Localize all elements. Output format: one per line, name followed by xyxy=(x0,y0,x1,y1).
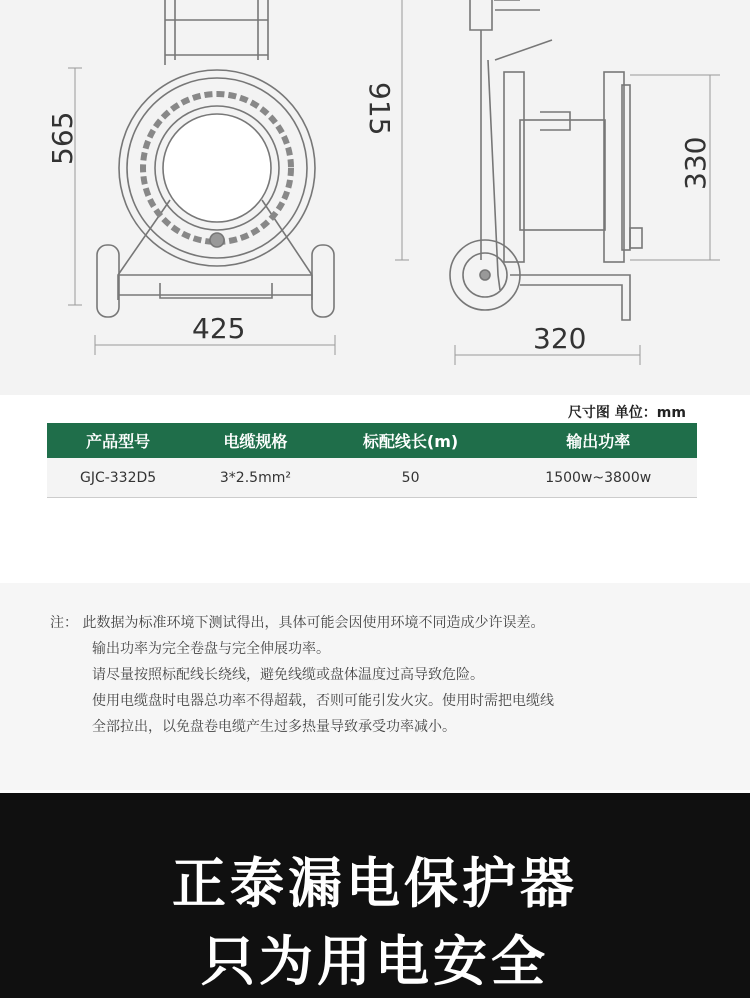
dim-reel-diameter: 330 xyxy=(679,136,712,190)
cable-reel-drawing xyxy=(0,0,750,395)
dim-side-height: 915 xyxy=(363,82,396,136)
dim-front-width: 425 xyxy=(192,312,246,345)
side-dimension-lines xyxy=(395,0,720,365)
cell-cable-length: 50 xyxy=(322,458,500,498)
dim-front-height: 565 xyxy=(46,111,79,165)
header-model: 产品型号 xyxy=(47,423,189,458)
note-line: 输出功率为完全卷盘与完全伸展功率。 xyxy=(92,641,330,657)
header-output-power: 输出功率 xyxy=(499,423,697,458)
dimension-drawing xyxy=(0,0,750,395)
notes xyxy=(50,610,710,740)
table-row xyxy=(47,458,697,498)
front-view xyxy=(97,0,334,317)
slogan-line-1: 正泰漏电保护器 xyxy=(172,852,578,915)
header-cable-length: 标配线长(m) xyxy=(322,423,500,458)
slogan-banner xyxy=(0,793,750,998)
table-header-row xyxy=(47,423,697,458)
slogan-line-2: 只为用电安全 xyxy=(201,930,549,993)
note-line: 请尽量按照标配线长绕线，避免线缆或盘体温度过高导致危险。 xyxy=(92,667,484,683)
note-line: 注： 此数据为标准环境下测试得出，具体可能会因使用环境不同造成少许误差。 xyxy=(50,615,545,631)
side-view xyxy=(450,0,642,320)
note-line: 使用电缆盘时电器总功率不得超载，否则可能引发火灾。使用时需把电缆线 xyxy=(92,693,554,709)
cell-model: GJC-332D5 xyxy=(47,458,189,498)
dim-side-depth: 320 xyxy=(533,322,587,355)
note-line: 全部拉出，以免盘卷电缆产生过多热量导致承受功率减小。 xyxy=(92,719,456,735)
drawing-caption: 尺寸图 单位：mm xyxy=(567,405,686,421)
header-cable-spec: 电缆规格 xyxy=(189,423,322,458)
cell-output-power: 1500w~3800w xyxy=(499,458,697,498)
cell-cable-spec: 3*2.5mm² xyxy=(189,458,322,498)
spec-table xyxy=(47,423,697,498)
